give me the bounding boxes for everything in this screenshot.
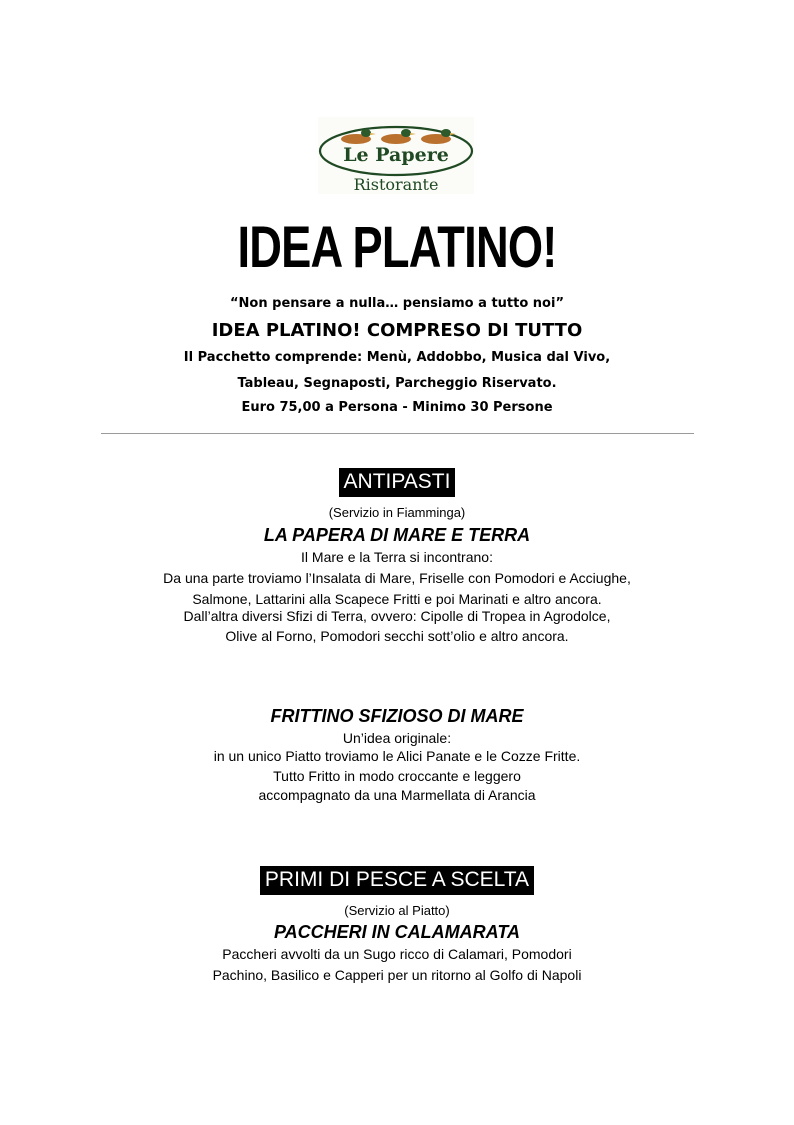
dish-name: LA PAPERA DI MARE E TERRA <box>263 525 531 545</box>
logo-name: Le Papere <box>343 144 449 166</box>
service-note: (Servizio al Piatto) <box>344 903 450 918</box>
divider <box>101 433 694 434</box>
dish-name: PACCHERI IN CALAMARATA <box>274 922 520 942</box>
dish-name: FRITTINO SFIZIOSO DI MARE <box>270 706 524 726</box>
dish-description-line: Dall’altra diversi Sfizi di Terra, ovvero: Cipolle di Tropea in Agrodolce, <box>183 608 611 624</box>
package-price: Euro 75,00 a Persona - Minimo 30 Persone <box>241 400 553 415</box>
dish-description-line: Un’idea originale: <box>342 730 452 746</box>
dish-description-line: accompagnato da una Marmellata di Arancia <box>258 787 536 803</box>
dish-description-line: Da una parte troviamo l’Insalata di Mare, Friselle con Pomodori e Acciughe, <box>163 570 631 586</box>
dish-description-line: Salmone, Lattarini alla Scapece Fritti e poi Marinati e altro ancora. <box>192 591 602 607</box>
restaurant-logo <box>318 117 474 194</box>
package-line: Tableau, Segnaposti, Parcheggio Riservato. <box>237 376 557 391</box>
dish-description-line: Paccheri avvolti da un Sugo ricco di Calamari, Pomodori <box>222 946 572 962</box>
logo-subtitle: Ristorante <box>353 175 439 194</box>
section-heading <box>0 468 794 497</box>
duck-icon <box>341 129 376 144</box>
duck-icon <box>381 129 416 144</box>
dish-description-line: in un unico Piatto troviamo le Alici Panate e le Cozze Fritte. <box>213 748 581 764</box>
package-line: Il Pacchetto comprende: Menù, Addobbo, Musica dal Vivo, <box>183 350 611 365</box>
section-heading <box>0 866 794 895</box>
dish-description-line: Olive al Forno, Pomodori secchi sott’olio e altro ancora. <box>225 628 569 644</box>
section-heading-label: PRIMI DI PESCE A SCELTA <box>260 866 534 895</box>
tagline: “Non pensare a nulla… pensiamo a tutto noi” <box>230 296 564 311</box>
dish-description-line: Tutto Fritto in modo croccante e leggero <box>273 768 521 784</box>
logo-graphic <box>318 117 474 194</box>
service-note: (Servizio in Fiamminga) <box>328 505 466 520</box>
dish-description-line: Pachino, Basilico e Capperi per un ritorno al Golfo di Napoli <box>212 967 582 983</box>
dish-description-line: Il Mare e la Terra si incontrano: <box>301 549 493 565</box>
offer-subtitle: IDEA PLATINO! COMPRESO DI TUTTO <box>211 320 583 341</box>
page-title: IDEA PLATINO! <box>237 215 557 280</box>
section-heading-label: ANTIPASTI <box>339 468 456 497</box>
